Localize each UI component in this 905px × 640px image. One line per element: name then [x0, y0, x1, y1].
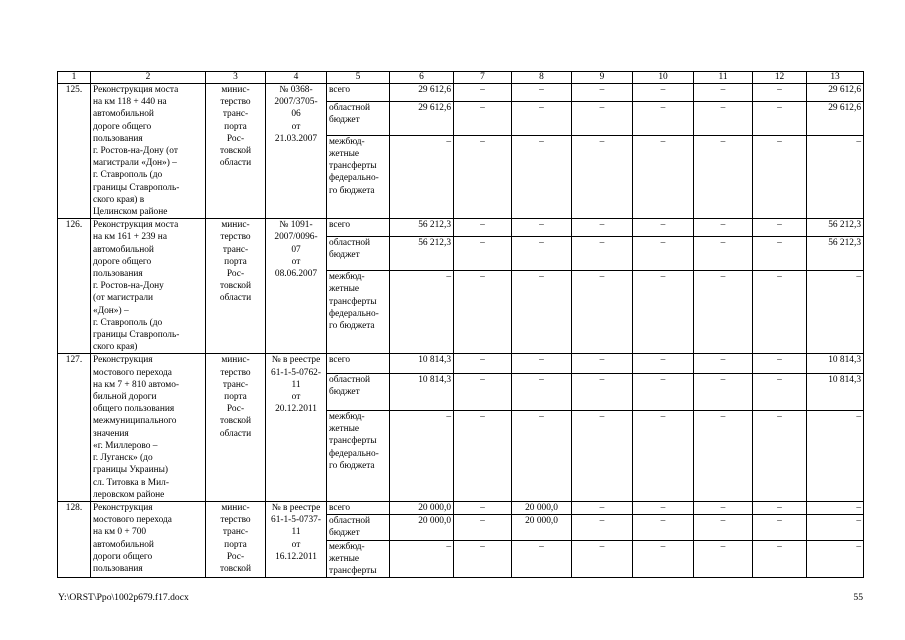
document-cell: № в реестре 61-1-5-0762- 11 от 20.12.2011: [266, 354, 327, 501]
funding-source-cell: межбюд- жетные трансферты: [327, 540, 390, 578]
amount-cell: –: [512, 411, 572, 502]
amount-cell: –: [512, 84, 572, 102]
amount-cell: –: [390, 411, 454, 502]
organization-cell: минис- терство транс- порта Рос- товской: [206, 501, 266, 577]
amount-cell: –: [633, 271, 694, 354]
amount-cell: –: [454, 101, 512, 135]
amount-cell: –: [807, 271, 864, 354]
amount-cell: –: [512, 236, 572, 270]
amount-cell: –: [454, 219, 512, 237]
document-cell: № 1091- 2007/0096- 07 от 08.06.2007: [266, 219, 327, 354]
amount-cell: –: [694, 354, 753, 373]
amount-cell: –: [694, 271, 753, 354]
document-cell: № в реестре 61-1-5-0737- 11 от 16.12.2011: [266, 501, 327, 577]
amount-cell: –: [633, 373, 694, 410]
amount-cell: –: [753, 84, 807, 102]
funding-source-cell: межбюд- жетные трансферты федерально- го бюджета: [327, 135, 390, 218]
page-number: 55: [853, 592, 863, 603]
object-name-cell: Реконструкция мостового перехода на км 7 + 810 автомо- бильной дороги общего пользования межмуниципального значения «г. Миллерово – г. Луганск» (до границы Украины) сл. Титовка в Мил- леровском районе: [91, 354, 206, 501]
amount-cell: –: [572, 540, 633, 578]
amount-cell: –: [633, 501, 694, 514]
amount-cell: –: [807, 515, 864, 540]
row-number-cell: 127.: [58, 354, 91, 501]
header-cell: 2: [91, 72, 206, 84]
object-name-cell: Реконструкция моста на км 118 + 440 на автомобильной дороге общего пользования г. Ростов-на-Дону (от магистрали «Дон») – г. Ставрополь (до границы Ставрополь- ского края) в Целинском районе: [91, 84, 206, 219]
header-cell: 10: [633, 72, 694, 84]
funding-source-cell: областной бюджет: [327, 236, 390, 270]
table-row: [58, 219, 864, 237]
header-cell: 11: [694, 72, 753, 84]
funding-source-cell: всего: [327, 219, 390, 237]
amount-cell: –: [753, 354, 807, 373]
amount-cell: –: [454, 135, 512, 218]
amount-cell: 20 000,0: [390, 501, 454, 514]
amount-cell: –: [454, 354, 512, 373]
amount-cell: –: [753, 515, 807, 540]
amount-cell: –: [633, 84, 694, 102]
funding-source-cell: межбюд- жетные трансферты федерально- го бюджета: [327, 411, 390, 502]
document-cell: № 0368- 2007/3705- 06 от 21.03.2007: [266, 84, 327, 219]
amount-cell: –: [512, 373, 572, 410]
amount-cell: 56 212,3: [390, 219, 454, 237]
amount-cell: –: [694, 501, 753, 514]
amount-cell: –: [512, 354, 572, 373]
organization-cell: минис- терство транс- порта Рос- товской области: [206, 219, 266, 354]
header-cell: 13: [807, 72, 864, 84]
amount-cell: 56 212,3: [807, 219, 864, 237]
amount-cell: 10 814,3: [390, 373, 454, 410]
amount-cell: 29 612,6: [807, 84, 864, 102]
amount-cell: –: [454, 501, 512, 514]
amount-cell: –: [454, 411, 512, 502]
amount-cell: –: [753, 219, 807, 237]
amount-cell: –: [807, 540, 864, 578]
amount-cell: –: [572, 84, 633, 102]
header-cell: 12: [753, 72, 807, 84]
amount-cell: –: [454, 84, 512, 102]
table-row: [58, 501, 864, 514]
amount-cell: –: [512, 271, 572, 354]
organization-cell: минис- терство транс- порта Рос- товской области: [206, 84, 266, 219]
amount-cell: –: [753, 540, 807, 578]
header-cell: 9: [572, 72, 633, 84]
amount-cell: –: [633, 540, 694, 578]
amount-cell: –: [512, 101, 572, 135]
amount-cell: –: [572, 101, 633, 135]
funding-source-cell: областной бюджет: [327, 373, 390, 410]
amount-cell: –: [572, 135, 633, 218]
header-cell: 1: [58, 72, 91, 84]
funding-source-cell: межбюд- жетные трансферты федерально- го бюджета: [327, 271, 390, 354]
amount-cell: –: [694, 84, 753, 102]
header-cell: 5: [327, 72, 390, 84]
amount-cell: –: [512, 219, 572, 237]
amount-cell: –: [633, 135, 694, 218]
amount-cell: –: [753, 501, 807, 514]
program-table: [57, 71, 864, 578]
amount-cell: –: [633, 219, 694, 237]
amount-cell: –: [454, 515, 512, 540]
amount-cell: –: [807, 135, 864, 218]
amount-cell: –: [753, 271, 807, 354]
amount-cell: –: [454, 540, 512, 578]
amount-cell: –: [694, 101, 753, 135]
amount-cell: 10 814,3: [807, 354, 864, 373]
funding-source-cell: всего: [327, 501, 390, 514]
amount-cell: –: [572, 219, 633, 237]
amount-cell: 20 000,0: [390, 515, 454, 540]
amount-cell: –: [753, 236, 807, 270]
amount-cell: –: [454, 271, 512, 354]
amount-cell: –: [694, 236, 753, 270]
amount-cell: 20 000,0: [512, 515, 572, 540]
organization-cell: минис- терство транс- порта Рос- товской области: [206, 354, 266, 501]
funding-source-cell: областной бюджет: [327, 101, 390, 135]
amount-cell: –: [633, 101, 694, 135]
amount-cell: 56 212,3: [390, 236, 454, 270]
header-cell: 6: [390, 72, 454, 84]
amount-cell: –: [633, 515, 694, 540]
amount-cell: 56 212,3: [807, 236, 864, 270]
amount-cell: 10 814,3: [807, 373, 864, 410]
row-number-cell: 128.: [58, 501, 91, 577]
amount-cell: –: [694, 135, 753, 218]
amount-cell: –: [753, 135, 807, 218]
amount-cell: –: [572, 236, 633, 270]
amount-cell: 29 612,6: [807, 101, 864, 135]
header-cell: 4: [266, 72, 327, 84]
header-row: [58, 72, 864, 84]
amount-cell: 20 000,0: [512, 501, 572, 514]
amount-cell: –: [694, 373, 753, 410]
amount-cell: –: [572, 515, 633, 540]
amount-cell: –: [572, 354, 633, 373]
funding-source-cell: всего: [327, 354, 390, 373]
amount-cell: –: [633, 411, 694, 502]
amount-cell: –: [390, 540, 454, 578]
table-row: [58, 84, 864, 102]
amount-cell: –: [753, 101, 807, 135]
amount-cell: 29 612,6: [390, 84, 454, 102]
amount-cell: –: [454, 236, 512, 270]
amount-cell: –: [633, 236, 694, 270]
amount-cell: –: [572, 501, 633, 514]
funding-source-cell: всего: [327, 84, 390, 102]
amount-cell: –: [753, 373, 807, 410]
amount-cell: –: [390, 271, 454, 354]
amount-cell: –: [694, 515, 753, 540]
object-name-cell: Реконструкция моста на км 161 + 239 на автомобильной дороге общего пользования г. Ростов-на-Дону (от магистрали «Дон») – г. Ставрополь (до границы Ставрополь- ского края): [91, 219, 206, 354]
header-cell: 3: [206, 72, 266, 84]
amount-cell: –: [390, 135, 454, 218]
amount-cell: –: [572, 411, 633, 502]
amount-cell: –: [572, 373, 633, 410]
footer-file-path: Y:\ORST\Ppo\1002p679.f17.docx: [58, 592, 189, 603]
table-row: [58, 354, 864, 373]
row-number-cell: 125.: [58, 84, 91, 219]
amount-cell: –: [753, 411, 807, 502]
amount-cell: –: [454, 373, 512, 410]
row-number-cell: 126.: [58, 219, 91, 354]
amount-cell: –: [694, 219, 753, 237]
amount-cell: –: [633, 354, 694, 373]
amount-cell: –: [572, 271, 633, 354]
amount-cell: –: [512, 540, 572, 578]
amount-cell: –: [694, 411, 753, 502]
header-cell: 8: [512, 72, 572, 84]
amount-cell: 29 612,6: [390, 101, 454, 135]
amount-cell: –: [694, 540, 753, 578]
amount-cell: –: [807, 501, 864, 514]
header-cell: 7: [454, 72, 512, 84]
amount-cell: –: [807, 411, 864, 502]
amount-cell: –: [512, 135, 572, 218]
funding-source-cell: областной бюджет: [327, 515, 390, 540]
amount-cell: 10 814,3: [390, 354, 454, 373]
object-name-cell: Реконструкция мостового перехода на км 0 + 700 автомобильной дороги общего пользования: [91, 501, 206, 577]
